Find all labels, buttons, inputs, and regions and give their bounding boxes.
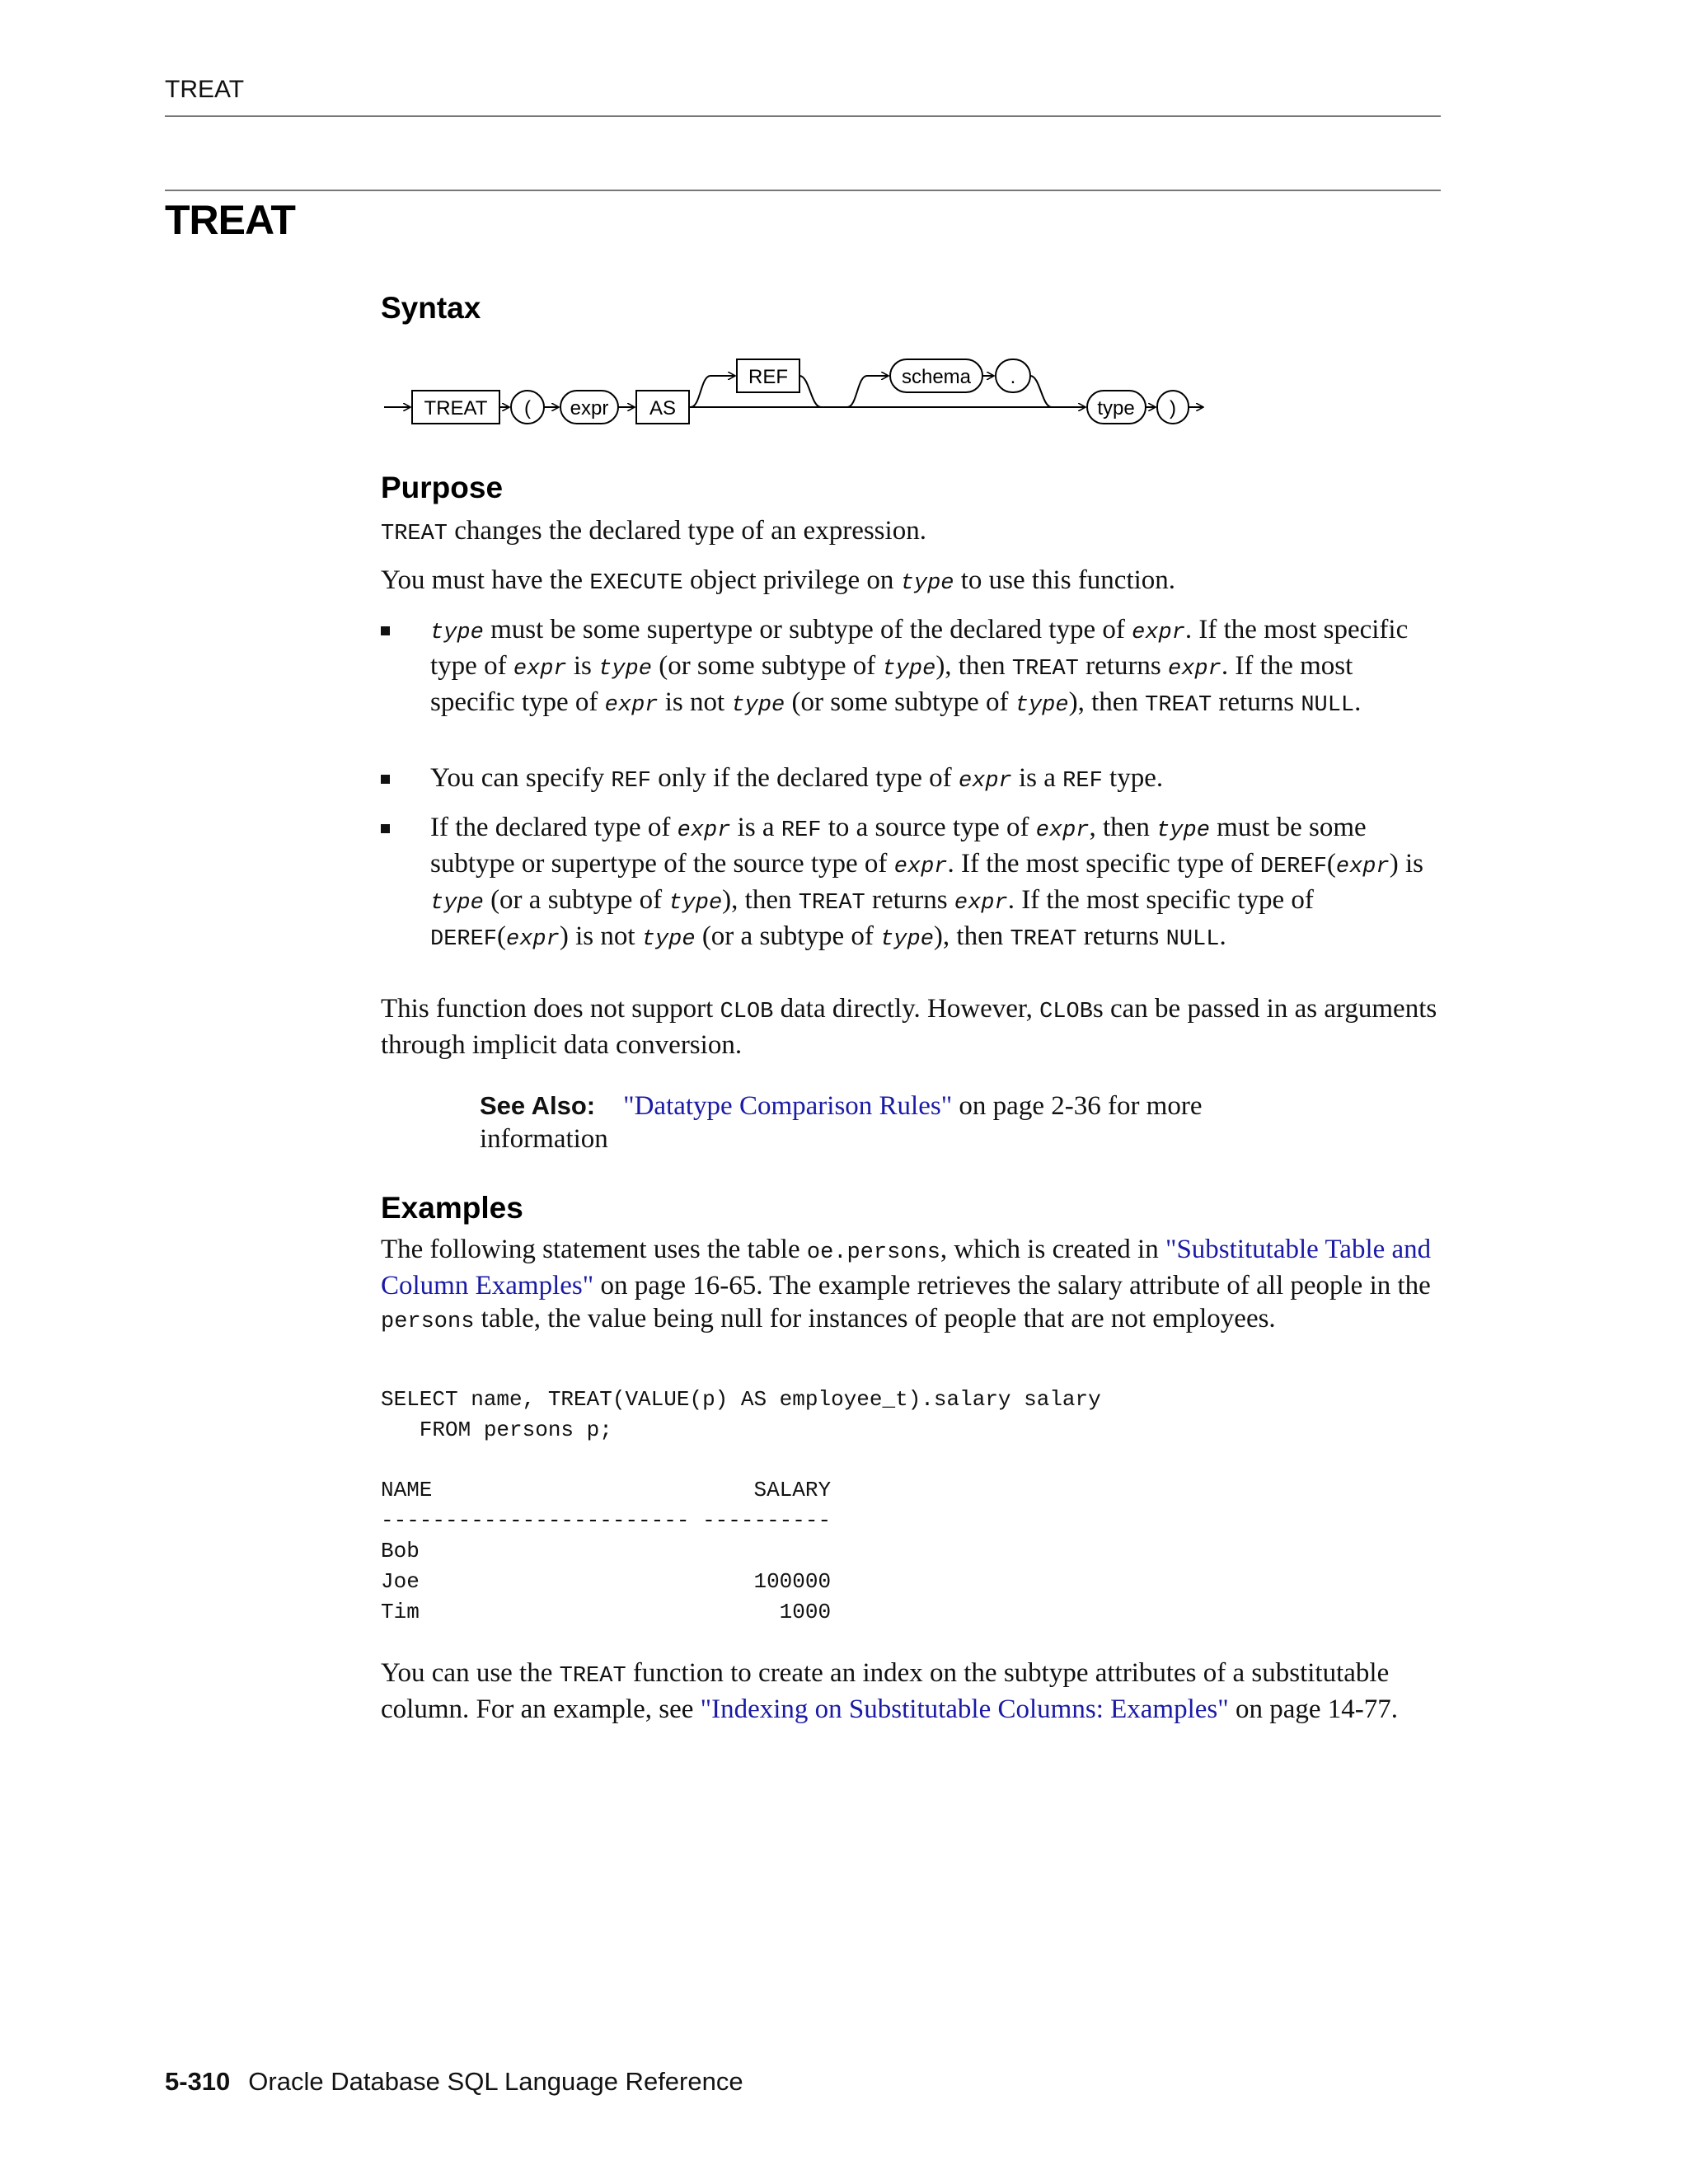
result-separator: ------------------------ ----------: [381, 1508, 832, 1533]
result-header: NAME SALARY: [381, 1478, 832, 1502]
page-title: TREAT: [165, 197, 295, 243]
page-number: 5-310: [165, 2067, 231, 2096]
examples-paragraph: The following statement uses the table oe.persons, which is created in "Substitutable Table and Column Examples" on page 16-65. The example retrieves the salary attribute of all people in the persons table, the value being null for instances of people that are not employees.: [381, 1235, 1432, 1334]
purpose-heading: Purpose: [381, 471, 504, 504]
as-keyword: AS: [649, 397, 677, 419]
purpose-paragraph-1: TREAT changes the declared type of an expression.: [381, 516, 926, 546]
expr-text: expr: [570, 397, 609, 419]
purpose-paragraph-2: You must have the EXECUTE object privilege on type to use this function.: [381, 565, 1176, 596]
bullet-list-item: type must be some supertype or subtype of the declared type of expr. If the most specific type of expr is type (or some subtype of type), then TREAT returns expr. If the most specific type of expr is not type (or some subtype of type), then TREAT returns NULL.: [381, 613, 1444, 722]
bullet-square-icon: [381, 775, 390, 784]
datatype-comparison-rules-link[interactable]: "Datatype Comparison Rules": [623, 1091, 953, 1121]
bullet-square-icon: [381, 824, 390, 833]
page-footer: [165, 2067, 743, 2097]
bullet-square-icon: [381, 626, 390, 635]
header-rule: [165, 115, 1441, 117]
close-paren-text: ): [1170, 397, 1176, 419]
book-title: Oracle Database SQL Language Reference: [248, 2067, 743, 2096]
clob-paragraph: This function does not support CLOB data directly. However, CLOBs can be passed in as arguments through implicit data conversion.: [381, 994, 1437, 1060]
examples-heading: Examples: [381, 1191, 523, 1225]
schema-text: schema: [901, 366, 972, 388]
sql-code-block: SELECT name, TREAT(VALUE(p) AS employee_t).salary salary FROM persons p;: [381, 1387, 1101, 1442]
indexing-substitutable-columns-link[interactable]: "Indexing on Substitutable Columns: Examples": [700, 1694, 1229, 1724]
title-rule: [165, 190, 1441, 191]
result-row: Joe 100000: [381, 1569, 832, 1594]
ref-keyword: REF: [748, 366, 788, 388]
query-result-table: [381, 1475, 831, 1628]
bullet-list-item: If the declared type of expr is a REF to a source type of expr, then type must be some subtype or supertype of the source type of expr. If the most specific type of DEREF(expr) is type (or a subtype of type), then TREAT returns expr. If the most specific type of DEREF(expr) is not type (or a subtype of type), then TREAT returns NULL.: [381, 811, 1444, 956]
syntax-heading: Syntax: [381, 291, 481, 325]
see-also-label: See Also:: [480, 1091, 596, 1120]
syntax-diagram: [381, 349, 1213, 440]
result-row: Tim 1000: [381, 1600, 832, 1624]
running-header: TREAT: [165, 76, 245, 103]
substitutable-table-examples-link[interactable]: "Substitutable Table and Column Examples": [381, 1235, 1432, 1301]
bullet-list-item: You can specify REF only if the declared type of expr is a REF type.: [381, 762, 1444, 798]
index-paragraph: You can use the TREAT function to create an index on the subtype attributes of a substitutable column. For an example, see "Indexing on Substitutable Columns: Examples" on page 14-77.: [381, 1658, 1399, 1724]
dot-text: .: [1010, 366, 1016, 388]
treat-keyword: TREAT: [424, 397, 488, 419]
result-row: Bob: [381, 1539, 420, 1563]
open-paren-text: (: [524, 397, 531, 419]
type-text: type: [1097, 397, 1135, 419]
see-also-note: See Also: "Datatype Comparison Rules" on page 2-36 for more information: [480, 1091, 1203, 1154]
